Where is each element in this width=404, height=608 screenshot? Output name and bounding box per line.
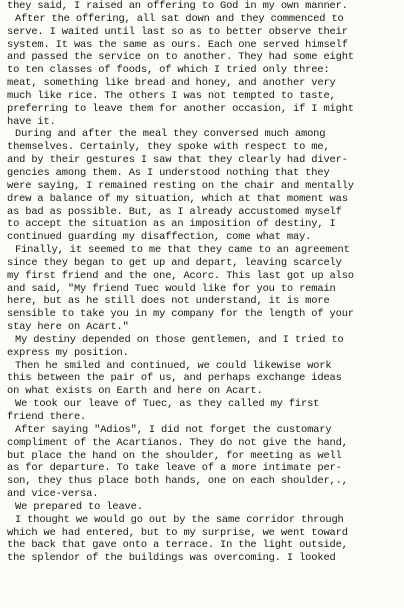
text-line: compliment of the Acartianos. They do not give the hand,: [7, 436, 348, 449]
text-line: serve. I waited until last so as to better observe their: [7, 25, 348, 38]
text-line: Then he smiled and continued, we could likewise work: [15, 359, 332, 372]
text-line: the splendor of the buildings was overcoming. I looked: [7, 552, 336, 565]
text-body: [7, 0, 400, 565]
text-line: this between the pair of us, and perhaps exchange ideas: [7, 372, 342, 385]
text-line: the back that gave onto a terrace. In the light outside,: [7, 539, 348, 552]
text-line: much like rice. The others I was not tempted to taste,: [7, 89, 336, 102]
text-line: sensible to take you in my company for the length of your: [7, 308, 354, 321]
text-line: and passed the service on to another. They had some eight: [7, 51, 354, 64]
text-line: friend there.: [7, 411, 87, 423]
text-line: since they began to get up and depart, leaving scarcely: [7, 256, 342, 269]
text-line: system. It was the same as ours. Each one served himself: [7, 38, 348, 51]
text-line: and vice-versa.: [7, 488, 99, 501]
text-line: which we had entered, but to my surprise, we went toward: [7, 526, 348, 539]
text-line: here, but as he still does not understand, it is more: [7, 295, 330, 308]
text-line: and said, "My friend Tuec would like for you to remain: [7, 282, 336, 295]
text-line: as bad as possible. But, as I already accustomed myself: [7, 205, 342, 218]
text-line: stay here on Acart.": [7, 321, 129, 334]
text-line: During and after the meal they conversed much among: [15, 128, 326, 141]
text-line: they said, I raised an offering to God in my own manner.: [7, 0, 348, 12]
text-line: continued guarding my disaffection, come what may.: [7, 231, 312, 244]
text-line: and by their gestures I saw that they clearly had diver-: [7, 154, 348, 167]
text-line: have it.: [7, 115, 56, 128]
text-line: but place the hand on the shoulder, for meeting as well: [7, 449, 342, 462]
text-line: We prepared to leave.: [15, 500, 143, 513]
text-line: drew a balance of my situation, which at that moment was: [7, 192, 348, 205]
text-line: express my position.: [7, 346, 129, 359]
text-line: my first friend and the one, Acorc. This last got up also: [7, 269, 354, 282]
text-line: themselves. Certainly, they spoke with respect to me,: [7, 141, 330, 154]
text-line: son, they thus place both hands, one on each shoulder,.,: [7, 475, 348, 488]
text-line: on what exists on Earth and here on Acart.: [7, 385, 263, 398]
text-line: Finally, it seemed to me that they came to an agreement: [15, 244, 350, 257]
text-line: to accept the situation as an imposition of destiny, I: [7, 218, 336, 231]
text-line: I thought we would go out by the same corridor through: [15, 513, 344, 526]
text-line: as for departure. To take leave of a more intimate per-: [7, 462, 342, 475]
text-line: gencies among them. As I understood nothing that they: [7, 166, 330, 179]
text-line: meat, something like bread and honey, and another very: [7, 77, 336, 90]
text-line: After saying "Adios", I did not forget the customary: [15, 423, 332, 436]
text-line: preferring to leave them for another occasion, if I might: [7, 102, 354, 115]
text-line: to ten classes of foods, of which I tried only three:: [7, 64, 330, 77]
text-line: My destiny depended on those gentlemen, and I tried to: [15, 333, 344, 346]
text-line: After the offering, all sat down and they commenced to: [15, 12, 344, 25]
text-line: were saying, I remained resting on the chair and mentally: [7, 179, 354, 192]
text-line: We took our leave of Tuec, as they called my first: [15, 398, 320, 411]
